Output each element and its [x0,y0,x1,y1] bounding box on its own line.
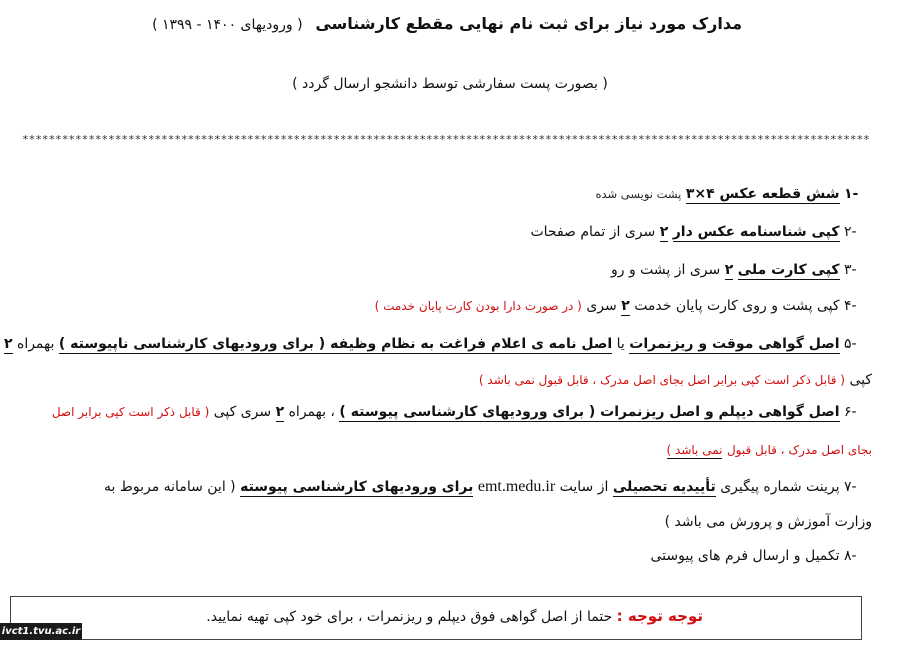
item-number: -۳ [844,262,857,278]
item-count: ۲ [275,404,285,420]
item-note: ( قابل ذکر است کپی برابر اصل بجای اصل مدرک ، قابل قبول نمی باشد ) [478,373,845,387]
star-divider: ******************************************************************************************************************************** [22,133,870,146]
list-item-6-cont [32,442,872,458]
list-item-7-cont [32,514,872,530]
item-count: ۲ [621,298,630,314]
item-number: -۶ [844,404,857,420]
item-from: از سایت [559,479,609,495]
item-label: شش قطعه عکس ۴×۳ [685,186,840,202]
item-number: -۱ [844,186,859,202]
item-note-c: نمی باشد ) [666,443,723,457]
item-label: تأییدیه تحصیلی [612,479,716,495]
item-intro: پرینت شماره پیگیری [720,479,840,495]
list-item-3 [32,262,872,278]
notice-box [10,596,862,640]
item-with: بهمراه [16,336,55,352]
item-detail-cont: کپی [849,372,872,388]
list-item-6 [32,404,872,420]
title-text: مدارک مورد نیاز برای ثبت نام نهایی مقطع کارشناسی [315,14,742,33]
list-item-5-cont [32,372,872,388]
title-years: ( ورودیهای ۱۴۰۰ - ۱۳۹۹ ) [152,17,303,33]
item-detail: سری کپی [213,404,272,420]
notice-label: توجه توجه : [616,607,703,625]
site-link[interactable]: emt.medu.ir [477,478,556,495]
list-item-2 [32,224,872,240]
item-label: تکمیل و ارسال فرم های پیوستی [650,548,840,564]
item-note-b: بجای اصل مدرک ، قابل قبول [726,443,872,457]
item-or: یا [616,336,625,352]
item-note-b: وزارت آموزش و پرورش می باشد ) [664,514,872,530]
item-detail: سری از تمام صفحات [530,224,656,240]
notice-text [206,607,703,625]
item-number: -۲ [844,224,857,240]
item-number: -۴ [844,298,857,314]
list-item-1 [32,186,872,202]
item-count: ۲ [3,336,13,352]
item-note-a: ( قابل ذکر است کپی برابر اصل [51,405,210,419]
item-number: -۷ [844,479,857,495]
item-label-a: اصل گواهی موقت و ریزنمرات [629,336,840,352]
page-title [42,14,742,33]
notice-body: حتما از اصل گواهی فوق دیپلم و ریزنمرات ، برای خود کپی تهیه نمایید. [206,609,613,625]
watermark: ivct1.tvu.ac.ir [0,623,82,640]
item-detail: سری [586,298,617,314]
list-item-5 [3,336,872,352]
page-subtitle: ( بصورت پست سفارشی توسط دانشجو ارسال گردد ) [292,76,608,92]
item-label: کپی پشت و روی کارت پایان خدمت [634,298,840,314]
item-number: -۸ [844,548,857,564]
item-note-a: ( این سامانه مربوط به [104,479,236,495]
item-number: -۵ [844,336,857,352]
item-count: ۲ [659,224,669,240]
item-label: کپی شناسنامه عکس دار [672,224,840,240]
list-item-7 [32,478,872,496]
item-label: کپی کارت ملی [737,262,840,278]
list-item-8 [32,548,872,564]
item-detail: پشت نویسی شده [595,187,682,201]
list-item-4 [32,298,872,314]
item-note: ( در صورت دارا بودن کارت پایان خدمت ) [374,299,582,313]
item-count: ۲ [724,262,734,278]
item-detail: سری از پشت و رو [610,262,721,278]
item-label: اصل گواهی دیپلم و اصل ریزنمرات ( برای ورودیهای کارشناسی پیوسته ) [339,404,840,420]
item-target: برای ورودیهای کارشناسی پیوسته [240,479,474,495]
item-label-b: اصل نامه ی اعلام فراغت به نظام وظیفه ( برای ورودیهای کارشناسی ناپیوسته ) [58,336,613,352]
item-with: ، بهمراه [288,404,335,420]
